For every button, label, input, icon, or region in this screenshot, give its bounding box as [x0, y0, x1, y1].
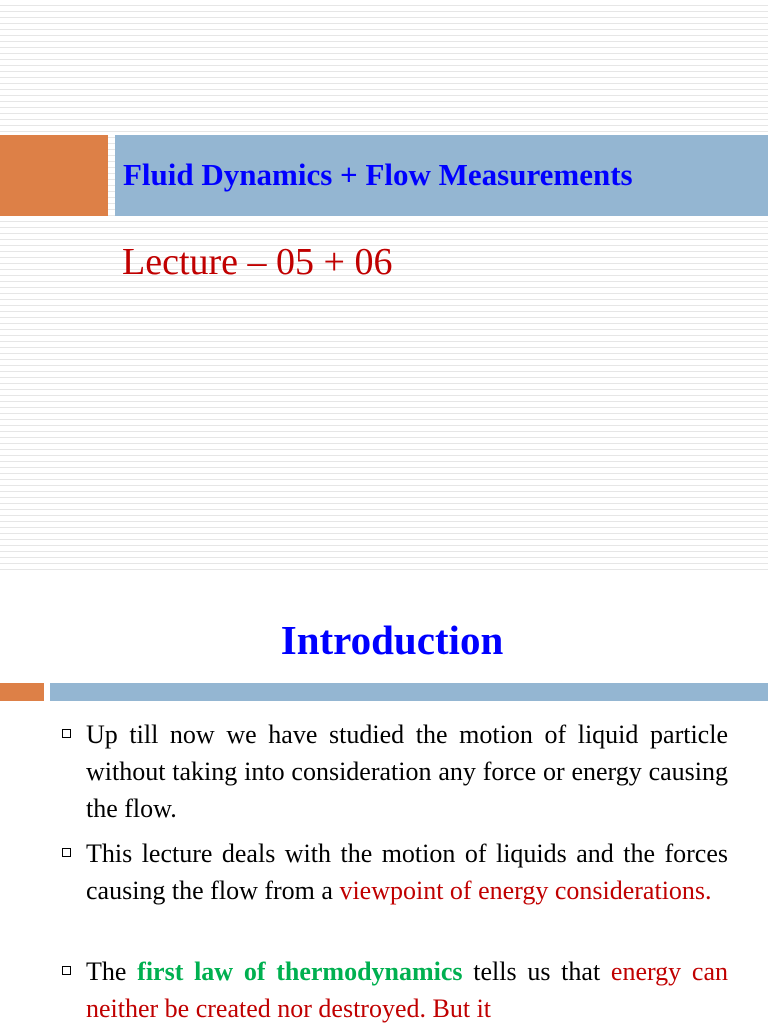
square-bullet-icon: [62, 729, 71, 738]
bullet-text: tells us that: [462, 957, 611, 986]
introduction-slide: [0, 572, 768, 1024]
square-bullet-icon: [62, 848, 71, 857]
bullet-item: [86, 716, 728, 827]
bullet-item: [86, 835, 728, 909]
bullet-text: The: [86, 957, 138, 986]
bullet-text: This lecture deals with the motion of liquids and the forces causing the flow from a: [86, 839, 728, 905]
slide-title: Fluid Dynamics + Flow Measurements: [123, 157, 633, 192]
highlighted-text: viewpoint of energy considerations.: [339, 876, 712, 905]
bullet-text: Up till now we have studied the motion of liquid particle without taking into consideration any force or energy causing the flow.: [86, 720, 728, 823]
bullet-item: [86, 953, 728, 1027]
orange-accent-bar: [0, 683, 44, 701]
highlighted-text: energy can neither be created nor destroyed. But it: [86, 957, 728, 1023]
square-bullet-icon: [62, 966, 71, 975]
slide-subtitle: Lecture – 05 + 06: [122, 241, 393, 283]
orange-accent-block: [0, 135, 108, 216]
emphasized-term: first law of thermodynamics: [137, 957, 463, 986]
slide-heading: Introduction: [280, 617, 504, 663]
blue-accent-bar: [50, 683, 768, 701]
